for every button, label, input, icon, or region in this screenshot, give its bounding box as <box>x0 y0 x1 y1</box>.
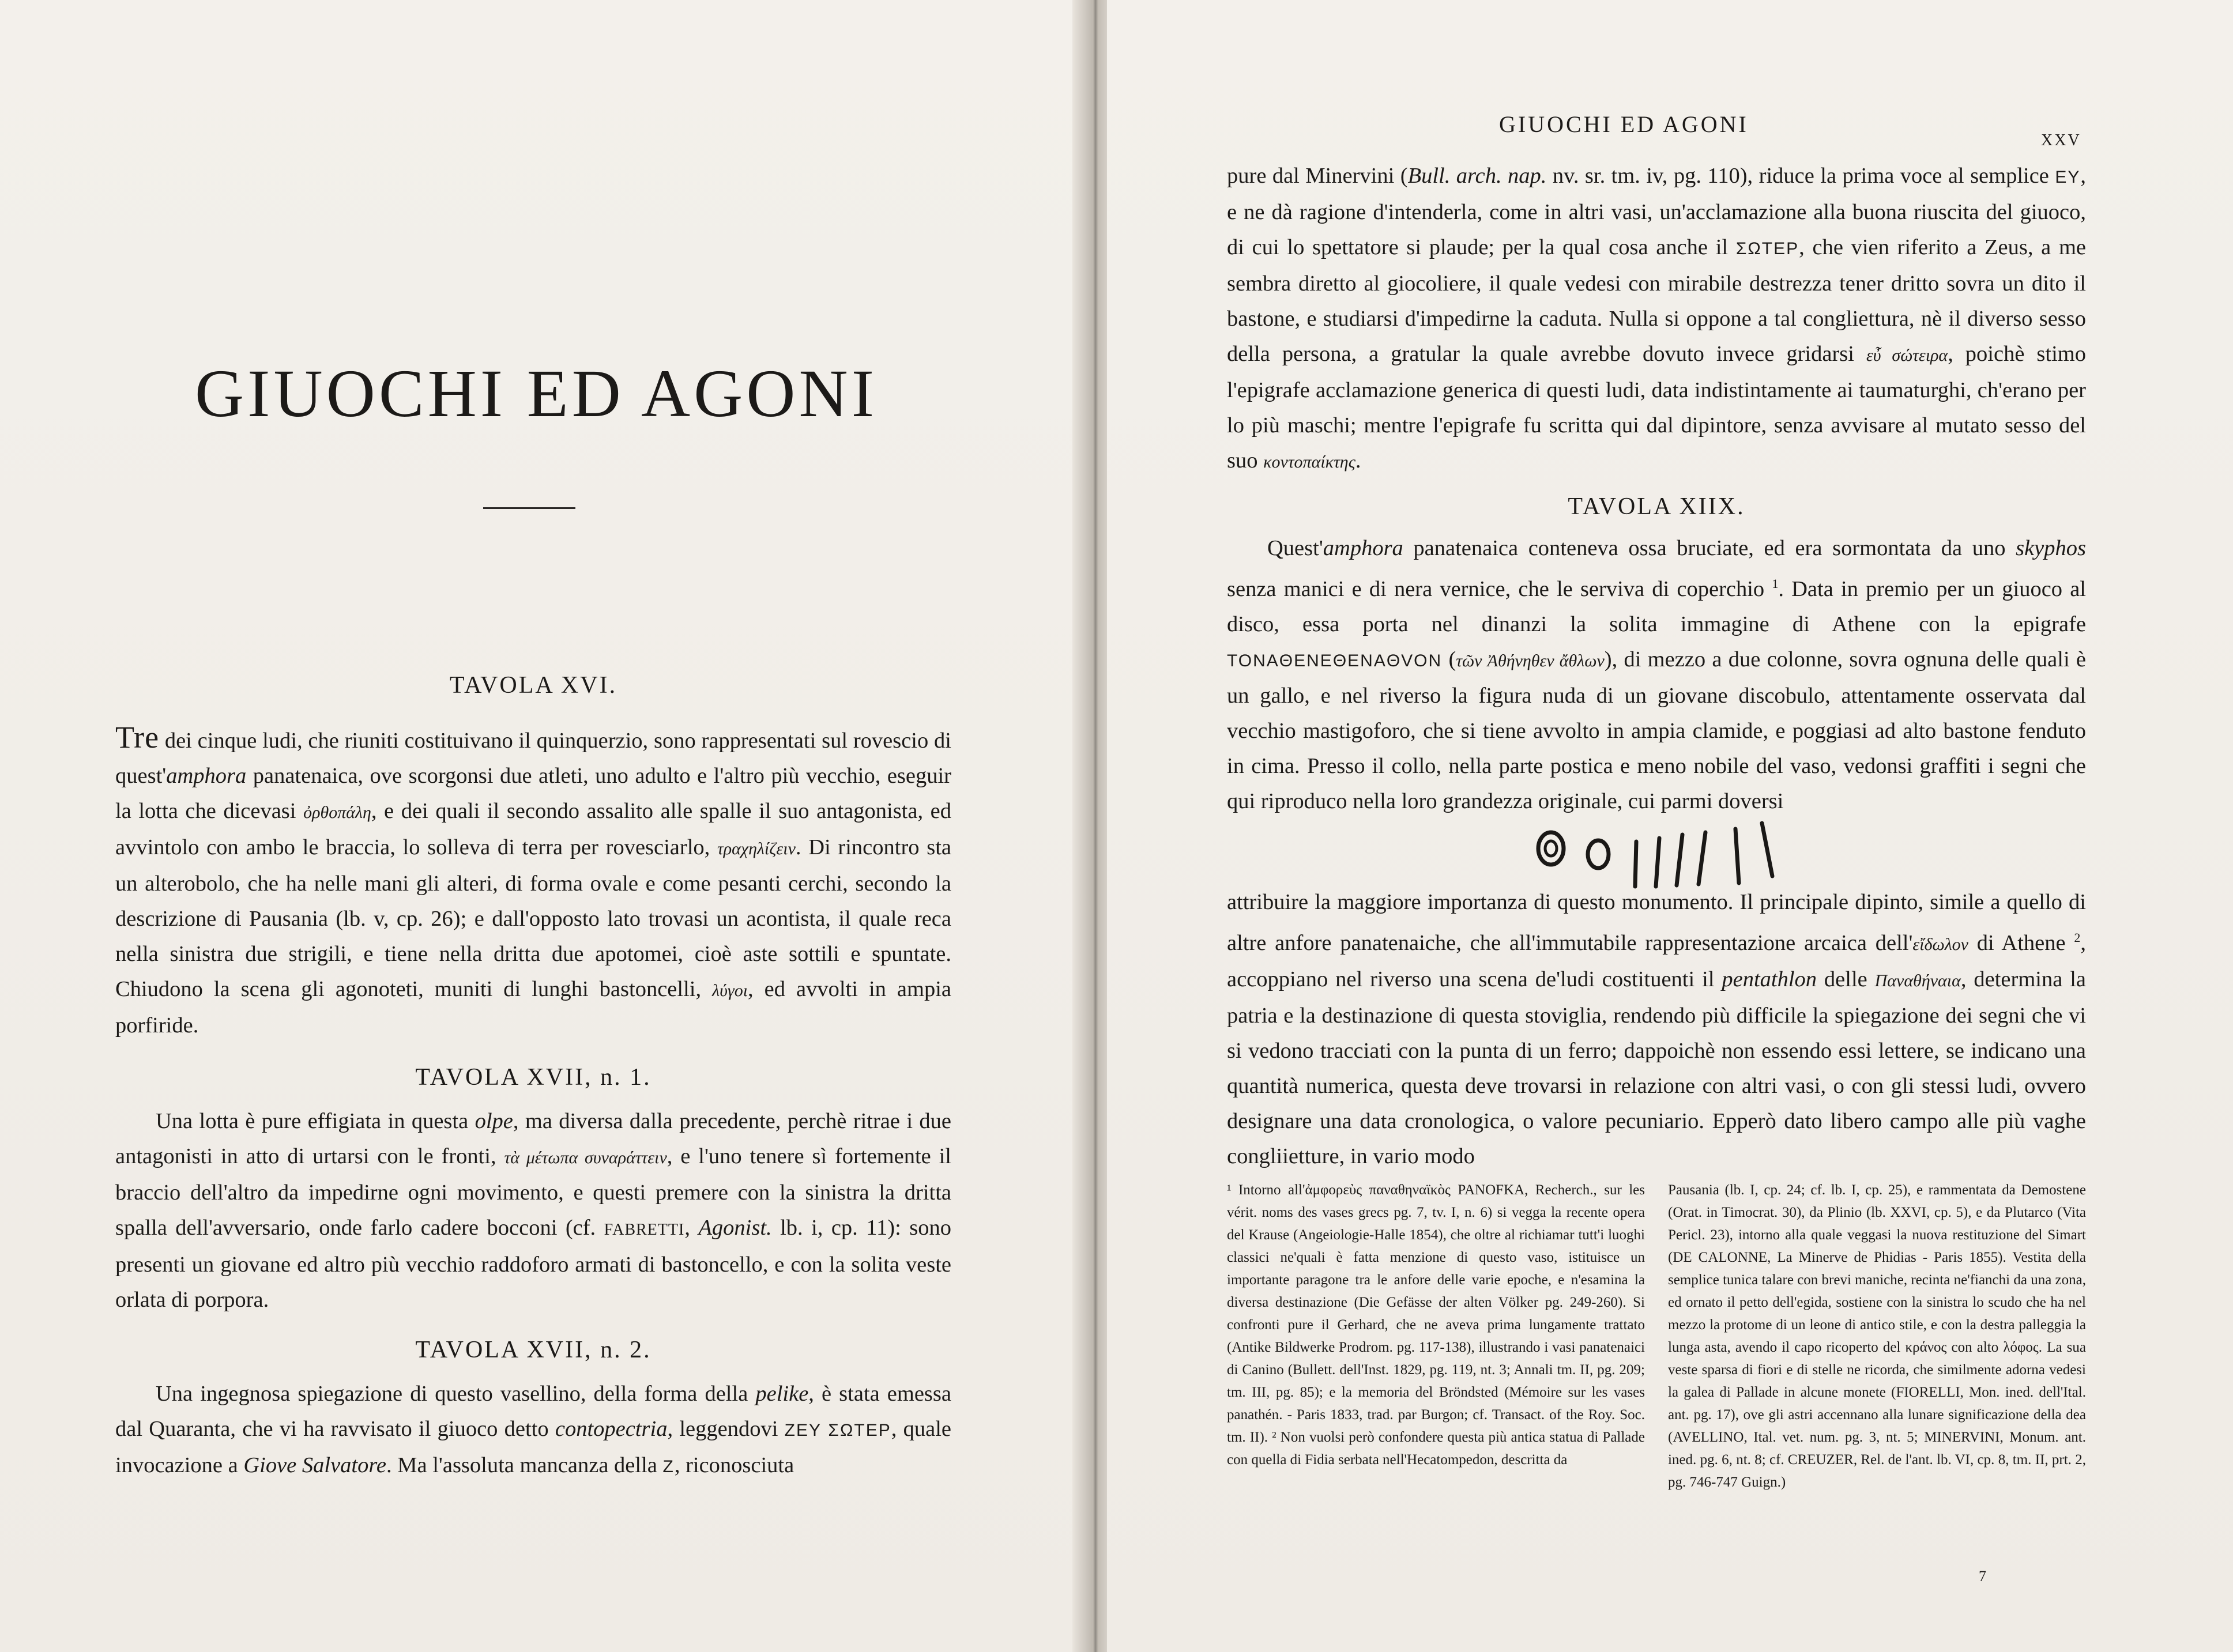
paragraph <box>1227 531 2086 819</box>
greek-term: Παναθήναια <box>1874 971 1961 990</box>
text-run: , ed avvolti in ampia porfiride. <box>115 977 951 1038</box>
italic-term: pelike <box>755 1382 809 1406</box>
footnote-ref[interactable]: 2 <box>2074 930 2081 945</box>
drop-cap: Tre <box>115 720 160 755</box>
greek-term: τὰ μέτωπα συναράττειν <box>504 1148 667 1167</box>
paragraph <box>115 1104 951 1318</box>
italic-term: skyphos <box>2016 536 2086 560</box>
section-tavola-17-2 <box>115 1336 951 1484</box>
text-run: Quest' <box>1267 536 1323 560</box>
section-heading: TAVOLA XVI. <box>449 672 617 699</box>
text-run: lb. i, cp. 11): sono presenti un giovane ed altro più vecchio raddoforo armati di bastoncello, e con la solita veste orlata di porpora. <box>115 1216 951 1312</box>
footnote-column-right <box>1668 1179 2086 1493</box>
chapter-title: GIUOCHI ED AGONI <box>194 356 878 431</box>
greek-term: εἴδωλον <box>1912 934 1968 954</box>
text-run: dei cinque ludi, che riuniti costituivano il quinquerzio, sono rappresentati sul rovescio di quest' <box>115 729 951 788</box>
italic-term: olpe <box>475 1109 513 1133</box>
text-run: Una lotta è pure effigiata in questa <box>156 1109 475 1133</box>
text-run: , poichè stimo l'epigrafe acclamazione generica di questi ludi, data indistintamente ai taumaturghi, ch'erano per lo più maschi; mentre l'epigrafe fu scritta qui dal dipintore, senza avvisare al mutato sesso del suo <box>1227 342 2087 473</box>
graffiti-signs-figure <box>1534 819 1799 893</box>
text-run: . Ma l'assoluta mancanza della <box>386 1453 663 1477</box>
text-run: , quale invocazione a <box>115 1417 951 1477</box>
text-run: ), di mezzo a due colonne, sovra ognuna delle quali è un gallo, e nel riverso la figura nuda di un giovane discobulo, attentamente osservata dal vecchio mastigoforo, che si tiene avvolto in ampia clamide, e poggiasi ad alto bastone fenduto in cima. Presso il collo, nella parte postica e meno nobile del vaso, vedonsi graffiti i segni che qui riproduco nella loro grandezza originale, cui parmi doversi <box>1227 647 2086 813</box>
text-run: , riconosciuta <box>674 1453 794 1477</box>
greek-term: τραχηλίζειν <box>717 839 796 858</box>
signature-mark: 7 <box>1979 1568 1986 1585</box>
paragraph <box>1227 885 2086 1174</box>
inscription: Z <box>662 1457 675 1476</box>
text-run: , leggendovi <box>667 1417 785 1441</box>
paragraph <box>115 720 951 1043</box>
text-run: Una ingegnosa spiegazione di questo vasellino, della forma della <box>156 1382 756 1406</box>
paragraph <box>115 1376 951 1484</box>
section-heading: TAVOLA XVII, n. 2. <box>415 1337 652 1363</box>
text-run: pure dal Minervini ( <box>1227 164 1408 188</box>
small-caps-author: FABRETTI <box>604 1221 685 1239</box>
section-heading: TAVOLA XIIX. <box>1568 493 1745 520</box>
greek-term: κοντοπαίκτης <box>1263 452 1355 472</box>
italic-term: amphora <box>1323 536 1403 560</box>
paragraph <box>1227 159 2086 480</box>
text-run: , e dei quali il secondo assalito alle spalle il suo antagonista, ed avvintolo con ambo le braccia, lo solleva di terra per rovesciarlo, <box>115 799 952 859</box>
text-run: , determina la patria e la destinazione di questa stoviglia, rendendo più difficile la spiegazione dei segni che vi si vedono tracciati con la punta di un ferro; dappoichè non essendo essi lettere, se indicano una quantità numerica, questa deve trovarsi in relazione con altri vasi, o con gli stessi ludi, ovvero designare una data cronologica, o valore pecuniario. Epperò dato libero campo alle più vaghe congliietture, in vario modo <box>1227 967 2086 1168</box>
text-run: , accoppiano nel riverso una scena de'ludi costituenti il <box>1227 930 2086 991</box>
running-head: GIUOCHI ED AGONI <box>1499 111 1749 137</box>
text-run: , è stata emessa dal Quaranta, che vi ha ravvisato il giuoco detto <box>115 1382 951 1441</box>
text-run: , ma diversa dalla precedente, perchè ritrae i due antagonisti in atto di urtarsi con le fronti, <box>115 1109 952 1168</box>
italic-term: contopectria <box>555 1417 668 1441</box>
text-run: ( <box>1442 647 1456 672</box>
italic-term: Giove Salvatore <box>243 1453 387 1477</box>
footnote-text: Pausania (lb. I, cp. 24; cf. lb. I, cp. 25), e rammentata da Demostene (Orat. in Timocrat. 30), da Plinio (lb. XXVI, cp. 5), e da Plutarco (Vita Pericl. 23), intorno alla quale veggasi la nuova restituzione del Simart (DE CALONNE, La Minerve de Phidias - Paris 1855). Vestita della semplice tunica talare con brevi maniche, recinta ne'fianchi da una zona, ed ornato il petto dell'egida, sostiene con la sinistra lo scudo che ha nel mezzo la protome di un leone di antico stile, e con la destra palleggia la lunga asta, avendo il capo ricoperto del κράνος con alto λόφος. La sua veste sparsa di fiori e di stelle ne ricorda, che similmente adorna vedesi la galea di Pallade in alcune monete (FIORELLI, Mon. ined. dell'Ital. ant. pg. 17), ove gli astri accennano alla lunare significazione della dea (AVELLINO, Ital. vet. num. pg. 3, nt. 5; MINERVINI, Monum. ant. ined. pg. 6, nt. 8; cf. CREUZER, Rel. de l'ant. lb. VI, cp. 8, tm. II, prt. 2, pg. 746-747 Guign.) <box>1668 1182 2086 1490</box>
inscription: TONAΘENEΘENAΘVON <box>1227 651 1443 670</box>
inscription: ΣΩTEP <box>1735 239 1799 258</box>
text-run: . <box>1355 448 1361 473</box>
italic-term: amphora <box>166 764 247 788</box>
text-run: attribuire la maggiore importanza di questo monumento. Il principale dipinto, simile a quello di altre anfore panatenaiche, che all'immutabile rappresentazione arcaica dell' <box>1227 890 2086 955</box>
italic-term: Agonist. <box>698 1216 772 1240</box>
footnote-text: ¹ Intorno all'ἀμφορεὺς παναθηναϊκὸς PANOFKA, Recherch., sur les vérit. noms des vases grecs pg. 7, tv. I, n. 6) si vegga la recente opera del Krause (Angeiologie-Halle 1854), che oltre al richiamar tutt'i luoghi classici ne'quali è fatta menzione di questo vaso, istituisce un importante paragone tra le anfore delle varie epoche, e n'esamina la diversa destinazione (Die Gefässe der alten Völker pg. 249-260). Si confronti pure il Gerhard, che ne aveva prima lungamente trattato (Antike Bildwerke Prodrom. pg. 117-138), illustrando i vasi panatenaici di Canino (Bullett. dell'Inst. 1829, pg. 119, nt. 3; Annali tm. II, pg. 209; tm. III, pg. 85); e la memoria del Bröndsted (Mémoire sur les vases panathén. - Paris 1833, trad. par Burgon; cf. Transact. of the Roy. Soc. tm. II). ² Non vuolsi però confondere questa più antica statua di Pallade con quella di Fidia serbata nell'Hecatompedon, descritta da <box>1227 1182 1645 1468</box>
section-heading: TAVOLA XVII, n. 1. <box>415 1064 652 1091</box>
paragraph-continued <box>1227 885 2086 1174</box>
text-run: panatenaica conteneva ossa bruciate, ed era sormontata da uno <box>1403 536 2016 560</box>
greek-term: εὖ σώτειρα <box>1866 346 1948 365</box>
page-number: XXV <box>2041 131 2081 149</box>
text-run: delle <box>1817 967 1875 991</box>
italic-term: pentathlon <box>1722 967 1817 991</box>
greek-term: ὀρθοπάλη <box>303 803 371 822</box>
text-run: senza manici e di nera vernice, che le serviva di coperchio <box>1227 576 1772 601</box>
text-run: , <box>684 1216 699 1240</box>
text-run: . Data in premio per un giuoco al disco, essa porta nel dinanzi la solita immagine di Athene con la epigrafe <box>1227 576 2086 636</box>
text-run: panatenaica, ove scorgonsi due atleti, uno adulto e l'altro più vecchio, eseguir la lotta che dicevasi <box>115 764 951 823</box>
section-tavola-18 <box>1227 493 2086 819</box>
text-run: di Athene <box>1968 930 2074 955</box>
section-tavola-17-1 <box>115 1063 951 1318</box>
text-run: , e l'uno tenere sì fortemente il braccio dell'altro da impedirne ogni movimento, e questi premere con la sinistra la dritta spalla dell'avversario, onde farlo cadere bocconi (cf. <box>115 1144 951 1240</box>
left-page <box>0 0 1084 1652</box>
continued-text <box>1227 159 2086 480</box>
greek-term: τῶν Ἀθήνηθεν ἄθλων <box>1456 651 1605 670</box>
inscription: EY <box>2055 168 2081 187</box>
inscription: ZEY ΣΩTEP <box>784 1421 891 1440</box>
title-rule <box>483 507 575 509</box>
italic-term: Bull. arch. nap. <box>1407 164 1547 188</box>
footnote-ref[interactable]: 1 <box>1772 576 1779 591</box>
text-run: . Di rincontro sta un alterobolo, che ha nelle mani gli alteri, di forma ovale e come pesanti cerchi, secondo la descrizione di Pausania (lb. v, cp. 26); e dall'opposto lato trovasi un acontista, il quale reca nella sinistra due strigili, e tiene nella dritta due apotomei, cioè aste sottili e spuntate. Chiudono la scena gli agonoteti, muniti di lunghi bastoncelli, <box>115 835 952 1001</box>
footnote-column-left <box>1227 1179 1645 1471</box>
text-run: , che vien riferito a Zeus, a me sembra diretto al giocoliere, il quale vedesi con mirabile destrezza tener dritto sovra un dito il bastone, e studiarsi d'impedirne la caduta. Nulla si oppone a tal congliettura, nè il diverso sesso della persona, a gratular la quale avrebbe dovuto invece gridarsi <box>1227 235 2086 366</box>
greek-term: λύγοι <box>712 981 748 1000</box>
section-tavola-16 <box>115 672 951 1043</box>
text-run: nv. sr. tm. iv, pg. 110), riduce la prima voce al semplice <box>1546 164 2055 188</box>
text-run: , e ne dà ragione d'intenderla, come in altri vasi, un'acclamazione alla buona riuscita del giuoco, di cui lo spettatore si plaude; per la qual cosa anche il <box>1227 164 2086 259</box>
